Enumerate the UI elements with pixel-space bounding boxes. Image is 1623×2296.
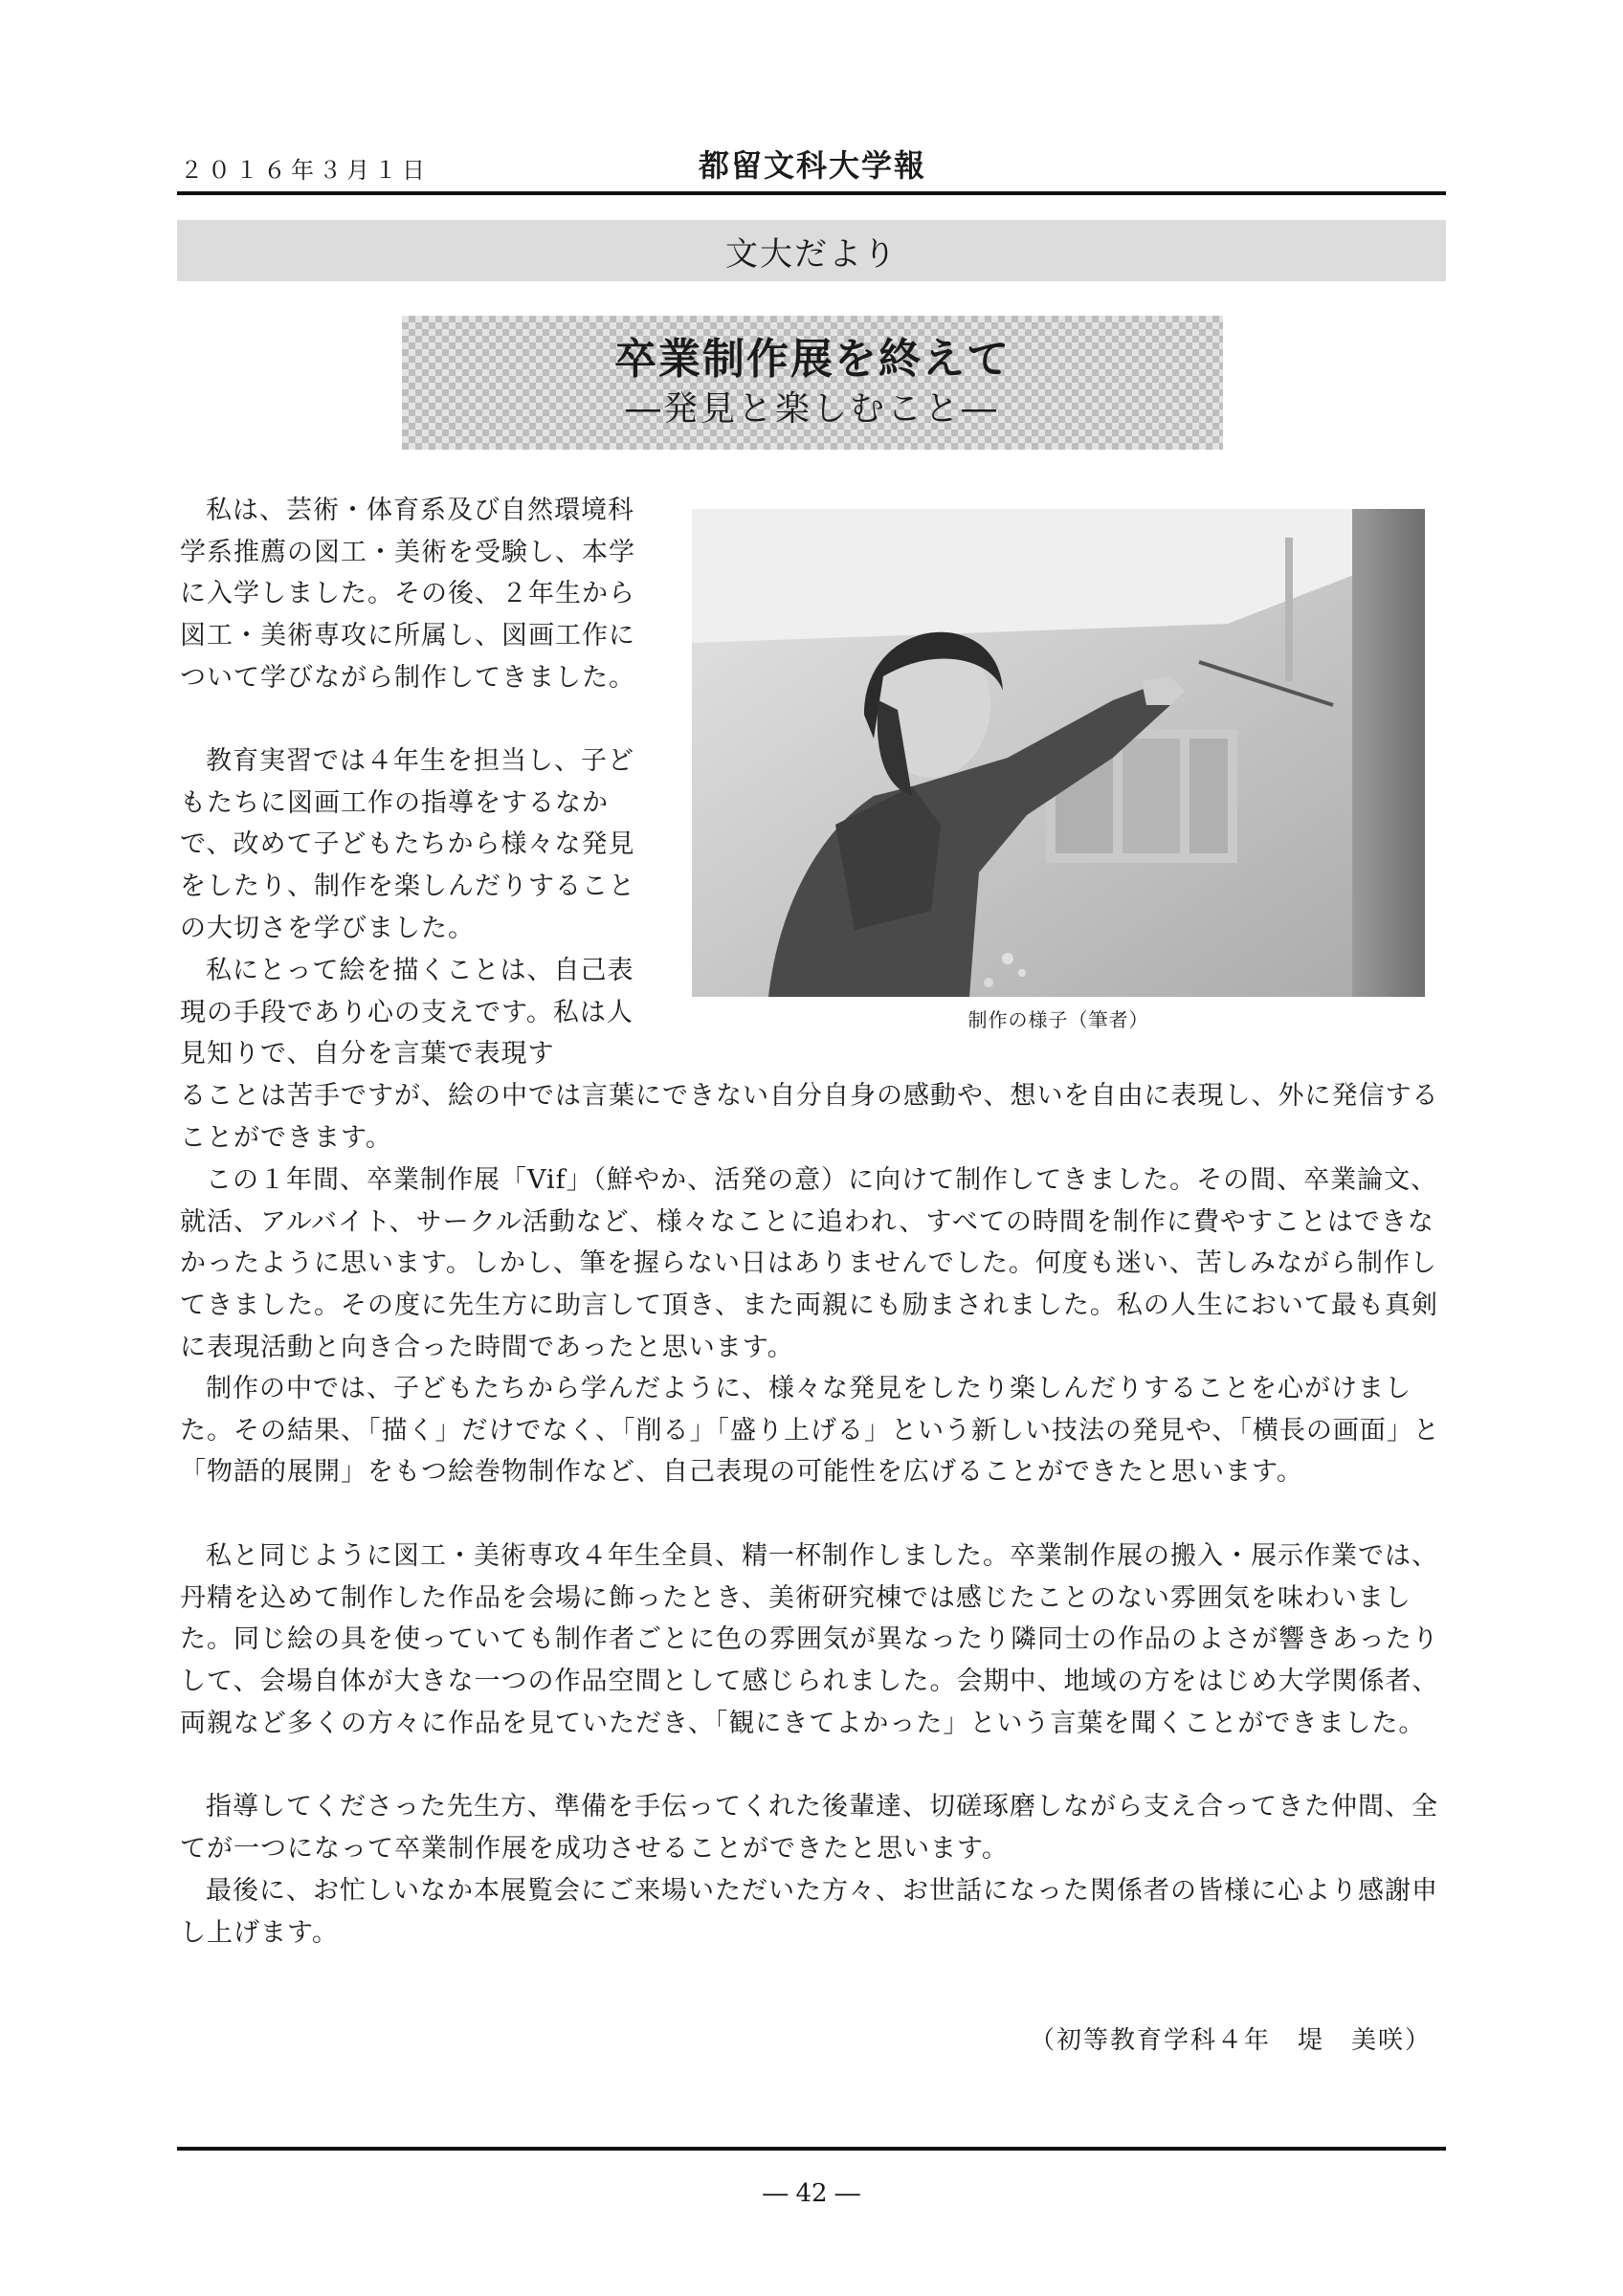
article-photo — [692, 509, 1425, 997]
footer-rule — [177, 2147, 1446, 2151]
paragraph-continued: ることは苦手ですが、絵の中では言葉にできない自分自身の感動や、想いを自由に表現し、外に発信することができます。 — [180, 1081, 1439, 1153]
section-band — [177, 220, 1446, 281]
issue-date: ２０１６年３月１日 — [180, 157, 430, 184]
section-title: 文大だより — [725, 234, 898, 274]
page-number: ― 42 ― — [763, 2179, 860, 2208]
paragraph: この１年間、卒業制作展「Vif」（鮮やか、活発の意）に向けて制作してきました。その間、卒業論文、就活、アルバイト、サークル活動など、様々なことに追われ、すべての時間を制作に費やすことはできなかったように思います。しかし、筆を握らない日はありませんでした。何度も迷い、苦しみながら制作してきました。その度に先生方に助言して頂き、また両親にも励まされました。私の人生において最も真剣に表現活動と向き合った時間であったと思います。 — [180, 1165, 1438, 1362]
photo-caption: 制作の様子（筆者） — [967, 1008, 1149, 1031]
article-subtitle: ―発見と楽しむこと― — [625, 389, 999, 429]
painting-student-photo — [692, 509, 1425, 997]
paragraph: 教育実習では４年生を担当し、子どもたちに図画工作の指導をするなかで、改めて子どもたちから様々な発見をしたり、制作を楽しんだりすることの大切さを学びました。 — [180, 746, 635, 943]
article-title-box — [402, 316, 1223, 450]
article-title: 卒業制作展を終えて — [614, 335, 1011, 384]
paragraph: 最後に、お忙しいなか本展覧会にご来場いただいた方々、お世話になった関係者の皆様に心より感謝申し上げます。 — [180, 1876, 1438, 1948]
publication-title: 都留文科大学報 — [699, 147, 927, 184]
header-rule — [177, 191, 1446, 195]
paragraph: 指導してくださった先生方、準備を手伝ってくれた後輩達、切磋琢磨しながら支え合ってきた仲間、全てが一つになって卒業制作展を成功させることができたと思います。 — [180, 1792, 1438, 1864]
author-signature: （初等教育学科４年 堤 美咲） — [1029, 2026, 1432, 2055]
paragraph: 私と同じように図工・美術専攻４年生全員、精一杯制作しました。卒業制作展の搬入・展示作業では、丹精を込めて制作した作品を会場に飾ったとき、美術研究棟では感じたことのない雰囲気を味わいました。同じ絵の具を使っていても制作者ごとに色の雰囲気が異なったり隣同士の作品のよさが響きあったりして、会場自体が大きな一つの作品空間として感じられました。会期中、地域の方をはじめ大学関係者、両親など多くの方々に作品を見ていただき、「観にきてよかった」という言葉を聞くことができました。 — [180, 1541, 1439, 1738]
paragraph: 私にとって絵を描くことは、自己表現の手段であり心の支えです。私は人見知りで、自分を言葉で表現す — [180, 956, 634, 1070]
paragraph: 私は、芸術・体育系及び自然環境科学系推薦の図工・美術を受験し、本学に入学しました。その後、２年生から図工・美術専攻に所属し、図画工作について学びながら制作してきました。 — [180, 496, 635, 693]
paragraph: 制作の中では、子どもたちから学んだように、様々な発見をしたり楽しんだりすることを心がけました。その結果、「描く」だけでなく、「削る」「盛り上げる」という新しい技法の発見や、「横長の画面」と「物語的展開」をもつ絵巻物制作など、自己表現の可能性を広げることができたと思います。 — [180, 1374, 1440, 1488]
